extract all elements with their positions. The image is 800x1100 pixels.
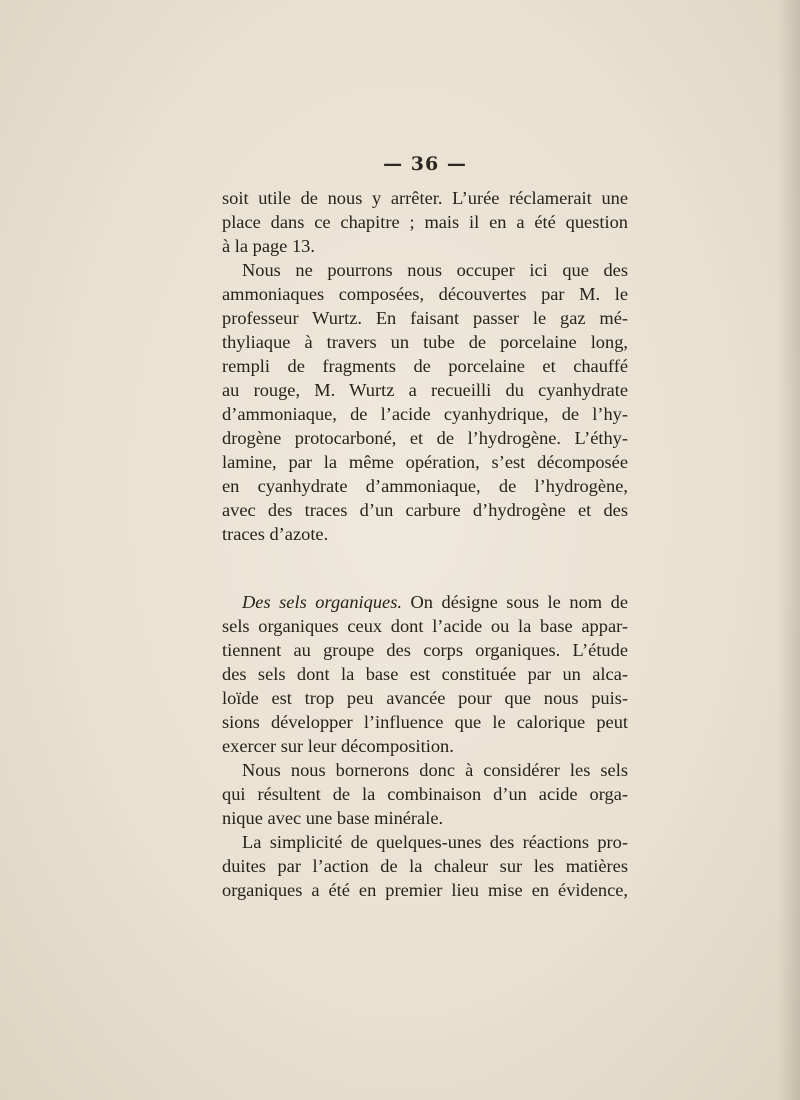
text-line: sions développer l’influence que le calorique peut	[222, 712, 628, 732]
text-line: en cyanhydrate d’ammoniaque, de l’hydrogène,	[222, 476, 628, 496]
text-line: loïde est trop peu avancée pour que nous puis-	[222, 688, 628, 708]
text-line	[222, 590, 628, 614]
section-heading: Des sels organiques.	[242, 592, 402, 612]
text-line: à la page 13.	[222, 236, 315, 256]
text-line: duites par l’action de la chaleur sur les matières	[222, 856, 628, 876]
text-line: Nous nous bornerons donc à considérer les sels	[242, 760, 628, 780]
text-line: soit utile de nous y arrêter. L’urée réclamerait une	[222, 188, 628, 208]
page-edge-shadow	[778, 0, 800, 1100]
text-line: d’ammoniaque, de l’acide cyanhydrique, de l’hy-	[222, 404, 628, 424]
text-line: qui résultent de la combinaison d’un acide orga-	[222, 784, 628, 804]
text-line: lamine, par la même opération, s’est décomposée	[222, 452, 628, 472]
text-line: organiques a été en premier lieu mise en évidence,	[222, 880, 628, 900]
text-line: thyliaque à travers un tube de porcelaine long,	[222, 332, 628, 352]
page-number: — 36 —	[383, 153, 467, 175]
text-line: des sels dont la base est constituée par un alca-	[222, 664, 628, 684]
text-line: Nous ne pourrons nous occuper ici que des	[242, 260, 628, 280]
text-line: rempli de fragments de porcelaine et chauffé	[222, 356, 628, 376]
text-line-rest: On désigne sous le nom de	[401, 592, 628, 612]
text-line: professeur Wurtz. En faisant passer le gaz mé-	[222, 308, 628, 328]
text-line: drogène protocarboné, et de l’hydrogène. L’éthy-	[222, 428, 628, 448]
text-line: tiennent au groupe des corps organiques. L’étude	[222, 640, 628, 660]
text-line: La simplicité de quelques-unes des réactions pro-	[242, 832, 628, 852]
body-text	[222, 186, 628, 902]
text-line: sels organiques ceux dont l’acide ou la base appar-	[222, 616, 628, 636]
text-line: traces d’azote.	[222, 524, 329, 544]
text-line: avec des traces d’un carbure d’hydrogène et des	[222, 500, 628, 520]
section-spacer	[222, 546, 628, 590]
text-line: au rouge, M. Wurtz a recueilli du cyanhydrate	[222, 380, 628, 400]
text-line: ammoniaques composées, découvertes par M. le	[222, 284, 628, 304]
text-line: nique avec une base minérale.	[222, 808, 444, 828]
text-line: place dans ce chapitre ; mais il en a été question	[222, 212, 628, 232]
text-line: exercer sur leur décomposition.	[222, 736, 454, 756]
